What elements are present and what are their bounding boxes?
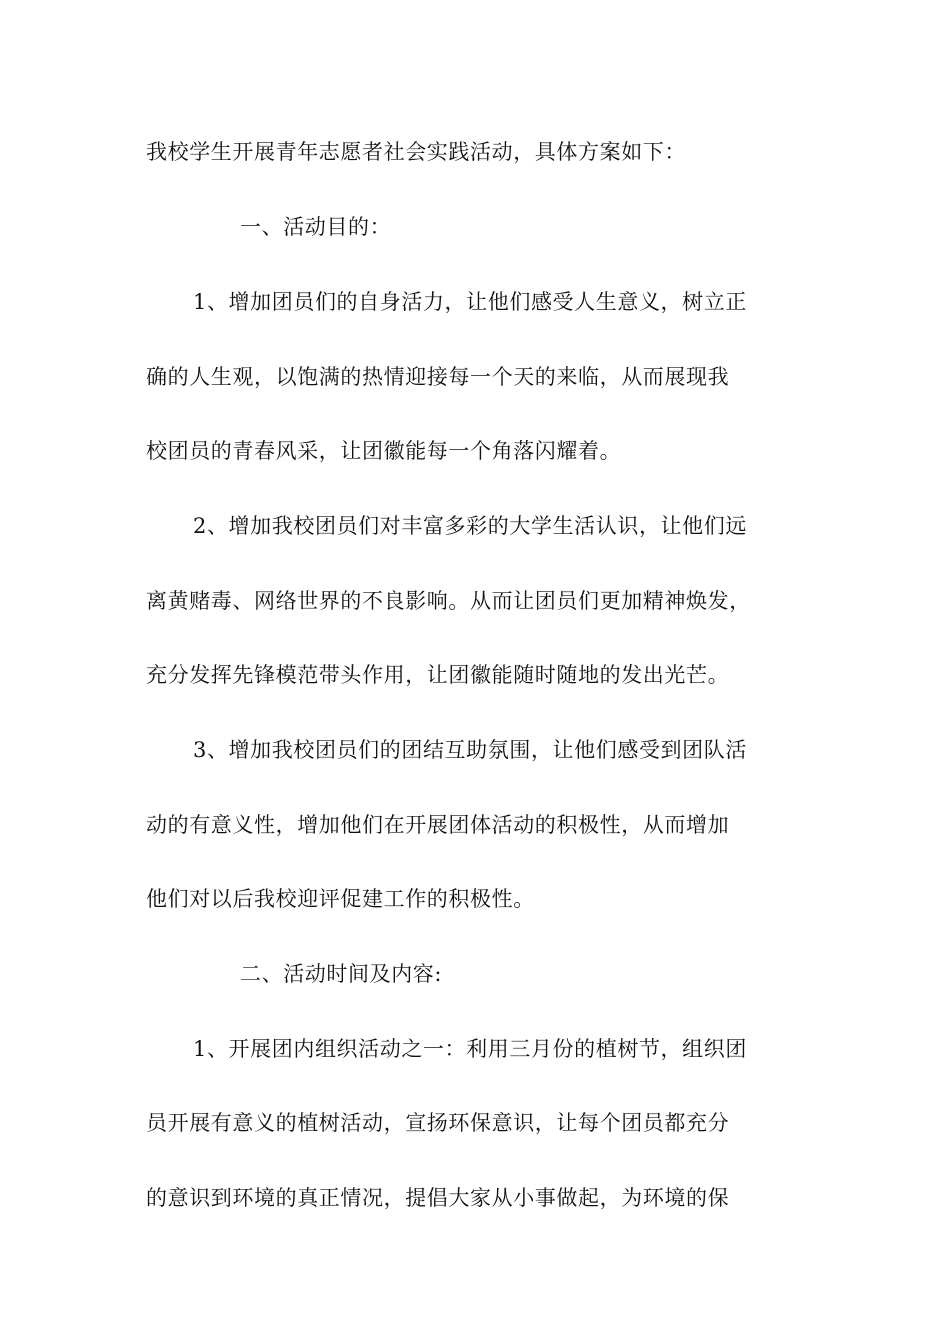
section-heading-purpose: 一、活动目的： [240, 215, 392, 239]
text-line-purpose-2a: 2、增加我校团员们对丰富多彩的大学生活认识，让他们远 [193, 514, 747, 538]
text-line-purpose-1c: 校团员的青春风采，让团徽能每一个角落闪耀着。 [146, 439, 622, 463]
text-line-purpose-2c: 充分发挥先锋模范带头作用，让团徽能随时随地的发出光芒。 [146, 663, 730, 687]
text-line-purpose-1a: 1、增加团员们的自身活力，让他们感受人生意义，树立正 [193, 290, 747, 314]
text-line-purpose-3c: 他们对以后我校迎评促建工作的积极性。 [146, 887, 535, 911]
text-line-intro: 我校学生开展青年志愿者社会实践活动，具体方案如下： [146, 140, 686, 164]
text-line-schedule-1a: 1、开展团内组织活动之一：利用三月份的植树节，组织团 [193, 1037, 747, 1061]
text-line-purpose-3a: 3、增加我校团员们的团结互助氛围，让他们感受到团队活 [193, 738, 747, 762]
text-line-purpose-2b: 离黄赌毒、网络世界的不良影响。从而让团员们更加精神焕发， [146, 589, 751, 613]
section-heading-schedule: 二、活动时间及内容: [240, 962, 443, 986]
text-line-schedule-1b: 员开展有意义的植树活动，宣扬环保意识，让每个团员都充分 [146, 1111, 730, 1135]
text-line-purpose-1b: 确的人生观，以饱满的热情迎接每一个天的来临，从而展现我 [146, 365, 730, 389]
text-line-purpose-3b: 动的有意义性，增加他们在开展团体活动的积极性，从而增加 [146, 813, 730, 837]
text-line-schedule-1c: 的意识到环境的真正情况，提倡大家从小事做起，为环境的保 [146, 1186, 730, 1210]
